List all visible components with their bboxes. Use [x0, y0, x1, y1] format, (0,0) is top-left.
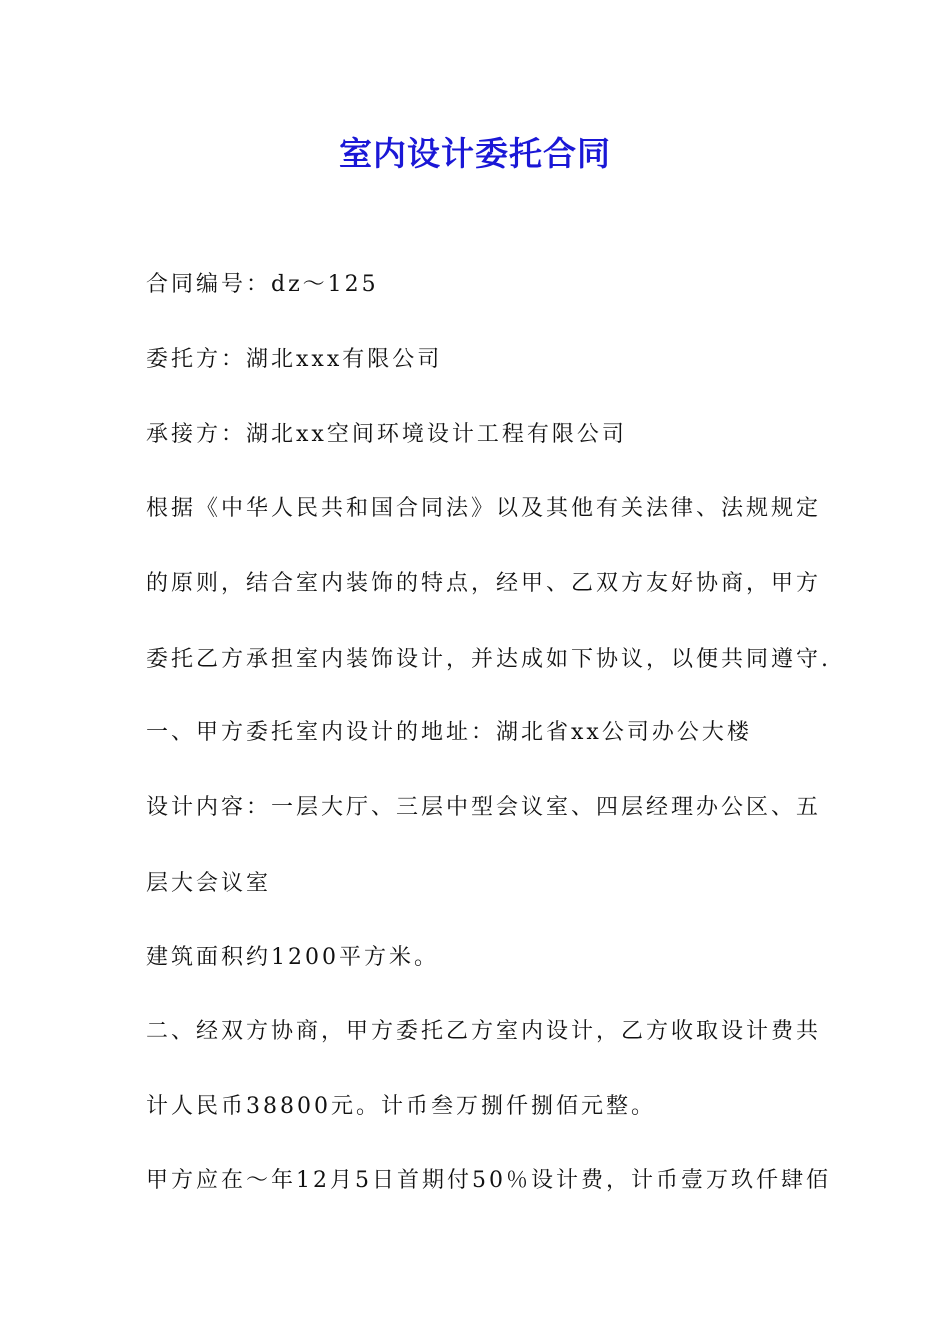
body-text-line: 根据《中华人民共和国合同法》以及其他有关法律、法规规定	[146, 496, 822, 521]
clause-two-line: 计人民币38800元。计币叁万捌仟捌佰元整。	[146, 1094, 656, 1119]
payment-line: 甲方应在～年12月5日首期付50％设计费，计币壹万玖仟肆佰	[146, 1168, 831, 1193]
clause-two-line: 二、经双方协商，甲方委托乙方室内设计，乙方收取设计费共	[146, 1019, 822, 1044]
clause-one-line: 一、甲方委托室内设计的地址：湖北省xx公司办公大楼	[146, 720, 752, 745]
document-title: 室内设计委托合同	[339, 134, 611, 173]
contract-number-line: 合同编号：dz～125	[146, 272, 379, 297]
client-party-line: 委托方：湖北xxx有限公司	[146, 347, 443, 372]
design-content-line: 设计内容：一层大厅、三层中型会议室、四层经理办公区、五	[146, 795, 822, 820]
body-text-line: 的原则，结合室内装饰的特点，经甲、乙双方友好协商，甲方	[146, 571, 822, 596]
design-content-line: 层大会议室	[146, 871, 272, 896]
floor-area-line: 建筑面积约1200平方米。	[146, 945, 439, 970]
contractor-party-line: 承接方：湖北xx空间环境设计工程有限公司	[146, 422, 627, 447]
body-text-line: 委托乙方承担室内装饰设计，并达成如下协议，以便共同遵守.	[146, 647, 831, 672]
